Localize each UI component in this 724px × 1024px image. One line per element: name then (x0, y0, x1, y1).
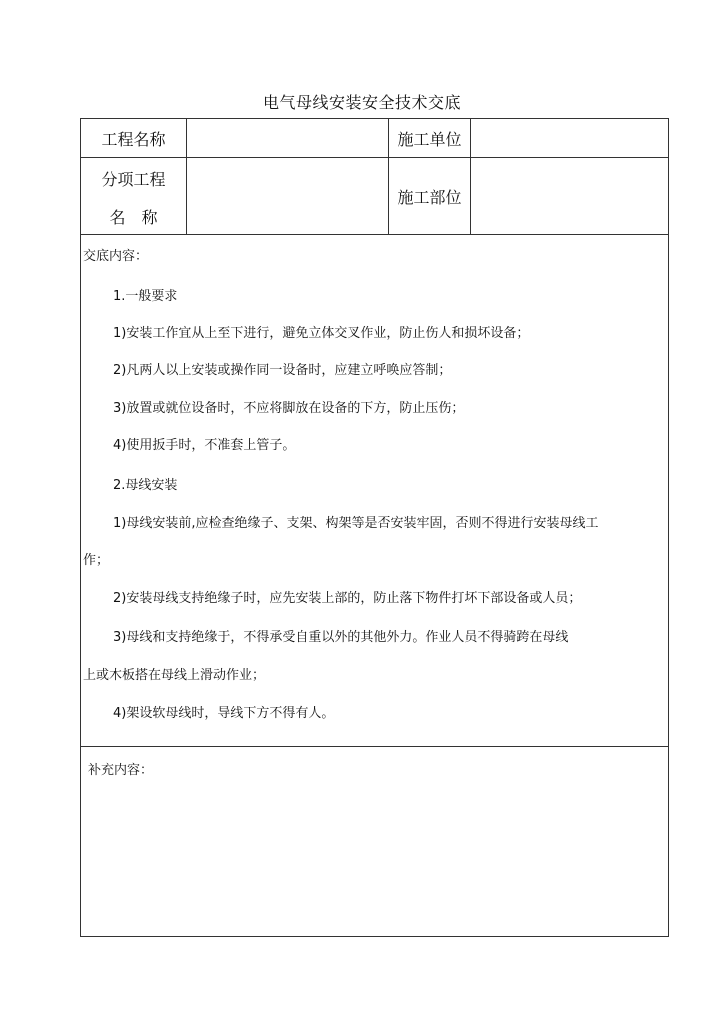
content-line: 4)架设软母线时，导线下方不得有人。 (113, 706, 335, 721)
content-line: 上或木板搭在母线上滑动作业； (83, 668, 266, 683)
content-heading: 交底内容： (83, 249, 149, 264)
construction-unit-label: 施工单位 (397, 130, 462, 149)
document-title: 电气母线安装安全技术交底 (262, 93, 461, 112)
content-line: 2)凡两人以上安装或操作同一设备时，应建立呼唤应答制； (113, 363, 452, 378)
sub-project-label-line1: 分项工程 (101, 170, 166, 189)
column-divider (470, 119, 471, 234)
project-name-label: 工程名称 (101, 130, 166, 149)
content-line: 1)母线安装前,应检查绝缘子、支架、构架等是否安装牢固，否则不得进行安装母线工 (113, 516, 599, 531)
content-line: 1)安装工作宜从上至下进行，避免立体交叉作业，防止伤人和损坏设备； (113, 326, 530, 341)
supplement-heading: 补充内容： (88, 763, 154, 778)
content-line: 3)母线和支持绝缘于，不得承受自重以外的其他外力。作业人员不得骑跨在母线 (113, 630, 569, 645)
content-line: 3)放置或就位设备时，不应将脚放在设备的下方，防止压伤； (113, 401, 465, 416)
content-line: 1.一般要求 (113, 289, 178, 304)
disclosure-table (80, 118, 669, 937)
content-line: 2)安装母线支持绝缘子时，应先安装上部的，防止落下物件打坏下部设备或人员； (113, 591, 582, 606)
row-divider (81, 234, 668, 235)
content-line: 作； (83, 553, 110, 568)
sub-project-label-line2: 名 称 (109, 208, 158, 227)
content-line: 2.母线安装 (113, 478, 178, 493)
row-divider (81, 157, 668, 158)
row-divider (81, 746, 668, 747)
content-line: 4)使用扳手时，不准套上管子。 (113, 438, 296, 453)
construction-part-label: 施工部位 (397, 188, 462, 207)
column-divider (186, 119, 187, 234)
